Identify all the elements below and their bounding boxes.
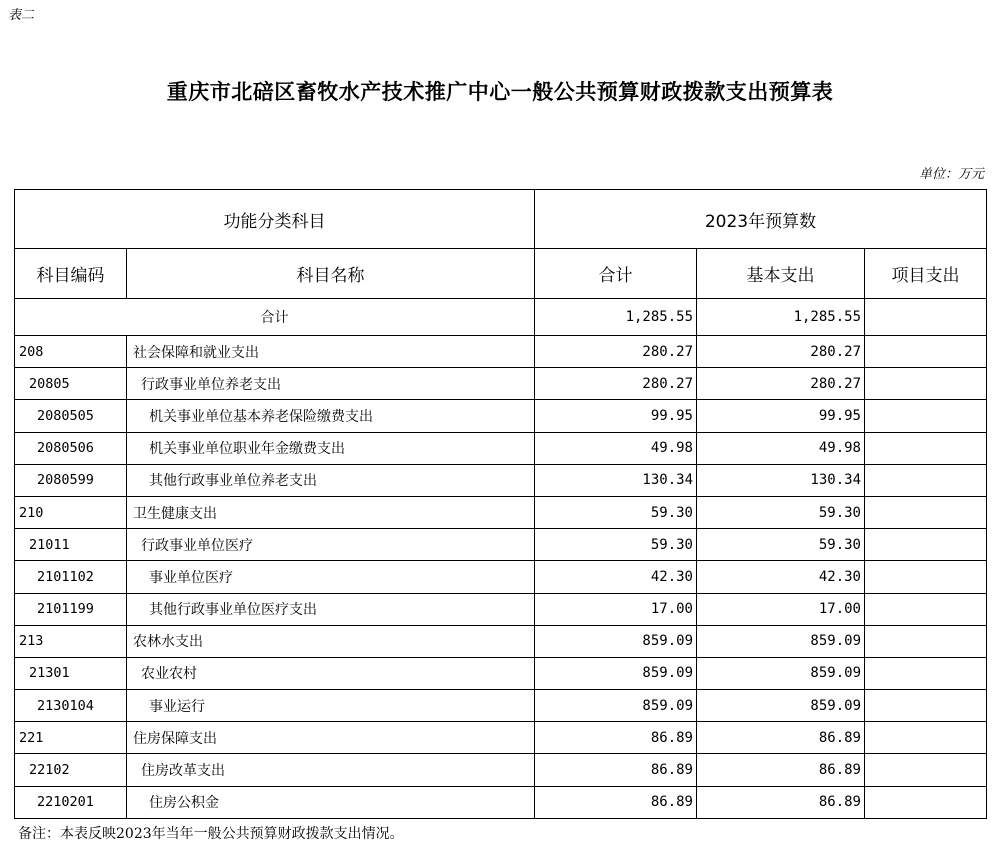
amount-basic: 86.89 (697, 754, 865, 786)
subject-code: 2080599 (15, 464, 127, 496)
table-tag: 表二 (8, 8, 35, 23)
table-row (15, 786, 987, 818)
subject-code: 22102 (15, 754, 127, 786)
table-row (15, 336, 987, 368)
page-title: 重庆市北碚区畜牧水产技术推广中心一般公共预算财政拨款支出预算表 (166, 80, 834, 104)
budget-table (14, 189, 987, 819)
header-functional-classification: 功能分类科目 (15, 190, 535, 249)
amount-total: 42.30 (535, 561, 697, 593)
subject-name: 行政事业单位养老支出 (127, 368, 535, 400)
header-budget-2023: 2023年预算数 (535, 190, 987, 249)
amount-total: 86.89 (535, 786, 697, 818)
total-amount: 1,285.55 (535, 299, 697, 336)
amount-project (865, 496, 987, 528)
subject-code: 221 (15, 722, 127, 754)
subject-name: 农业农村 (127, 657, 535, 689)
table-row (15, 561, 987, 593)
subject-name: 机关事业单位职业年金缴费支出 (127, 432, 535, 464)
subject-code: 2101199 (15, 593, 127, 625)
amount-basic: 130.34 (697, 464, 865, 496)
amount-basic: 59.30 (697, 529, 865, 561)
table-row (15, 625, 987, 657)
amount-project (865, 464, 987, 496)
subject-code: 21011 (15, 529, 127, 561)
subject-name: 事业单位医疗 (127, 561, 535, 593)
amount-project (865, 368, 987, 400)
total-project (865, 299, 987, 336)
total-row (15, 299, 987, 336)
amount-project (865, 657, 987, 689)
amount-total: 86.89 (535, 722, 697, 754)
subject-code: 2210201 (15, 786, 127, 818)
subject-name: 机关事业单位基本养老保险缴费支出 (127, 400, 535, 432)
amount-total: 49.98 (535, 432, 697, 464)
table-row (15, 593, 987, 625)
header-subject-code: 科目编码 (15, 249, 127, 299)
amount-project (865, 593, 987, 625)
table-row (15, 464, 987, 496)
table-row (15, 432, 987, 464)
amount-total: 17.00 (535, 593, 697, 625)
subject-name: 住房公积金 (127, 786, 535, 818)
subject-code: 2101102 (15, 561, 127, 593)
amount-project (865, 336, 987, 368)
amount-project (865, 432, 987, 464)
amount-project (865, 754, 987, 786)
amount-basic: 59.30 (697, 496, 865, 528)
amount-basic: 42.30 (697, 561, 865, 593)
header-total: 合计 (535, 249, 697, 299)
subject-name: 其他行政事业单位养老支出 (127, 464, 535, 496)
amount-basic: 86.89 (697, 786, 865, 818)
table-row (15, 400, 987, 432)
subject-name: 卫生健康支出 (127, 496, 535, 528)
amount-total: 280.27 (535, 336, 697, 368)
table-row (15, 529, 987, 561)
table-row (15, 754, 987, 786)
subject-code: 2080506 (15, 432, 127, 464)
amount-basic: 17.00 (697, 593, 865, 625)
table-row (15, 368, 987, 400)
amount-total: 86.89 (535, 754, 697, 786)
amount-basic: 859.09 (697, 625, 865, 657)
subject-code: 210 (15, 496, 127, 528)
amount-project (865, 561, 987, 593)
amount-basic: 99.95 (697, 400, 865, 432)
total-label: 合计 (15, 299, 535, 336)
amount-project (865, 625, 987, 657)
amount-basic: 280.27 (697, 336, 865, 368)
amount-project (865, 400, 987, 432)
subject-name: 行政事业单位医疗 (127, 529, 535, 561)
amount-project (865, 529, 987, 561)
table-row (15, 722, 987, 754)
unit-label: 单位：万元 (918, 167, 984, 182)
amount-basic: 859.09 (697, 690, 865, 722)
amount-total: 859.09 (535, 657, 697, 689)
subject-code: 2080505 (15, 400, 127, 432)
amount-total: 99.95 (535, 400, 697, 432)
footnote: 备注：本表反映2023年当年一般公共预算财政拨款支出情况。 (18, 826, 404, 842)
amount-project (865, 690, 987, 722)
total-basic: 1,285.55 (697, 299, 865, 336)
subject-name: 农林水支出 (127, 625, 535, 657)
header-project-expenditure: 项目支出 (865, 249, 987, 299)
subject-code: 2130104 (15, 690, 127, 722)
subject-name: 住房保障支出 (127, 722, 535, 754)
amount-total: 859.09 (535, 690, 697, 722)
header-subject-name: 科目名称 (127, 249, 535, 299)
table-row (15, 657, 987, 689)
amount-total: 59.30 (535, 496, 697, 528)
amount-total: 59.30 (535, 529, 697, 561)
amount-total: 280.27 (535, 368, 697, 400)
header-basic-expenditure: 基本支出 (697, 249, 865, 299)
subject-name: 事业运行 (127, 690, 535, 722)
subject-code: 21301 (15, 657, 127, 689)
subject-code: 20805 (15, 368, 127, 400)
amount-project (865, 786, 987, 818)
table-row (15, 496, 987, 528)
subject-name: 社会保障和就业支出 (127, 336, 535, 368)
subject-name: 住房改革支出 (127, 754, 535, 786)
amount-basic: 86.89 (697, 722, 865, 754)
amount-total: 130.34 (535, 464, 697, 496)
subject-name: 其他行政事业单位医疗支出 (127, 593, 535, 625)
amount-total: 859.09 (535, 625, 697, 657)
amount-basic: 49.98 (697, 432, 865, 464)
subject-code: 213 (15, 625, 127, 657)
amount-basic: 859.09 (697, 657, 865, 689)
amount-project (865, 722, 987, 754)
table-row (15, 690, 987, 722)
amount-basic: 280.27 (697, 368, 865, 400)
subject-code: 208 (15, 336, 127, 368)
